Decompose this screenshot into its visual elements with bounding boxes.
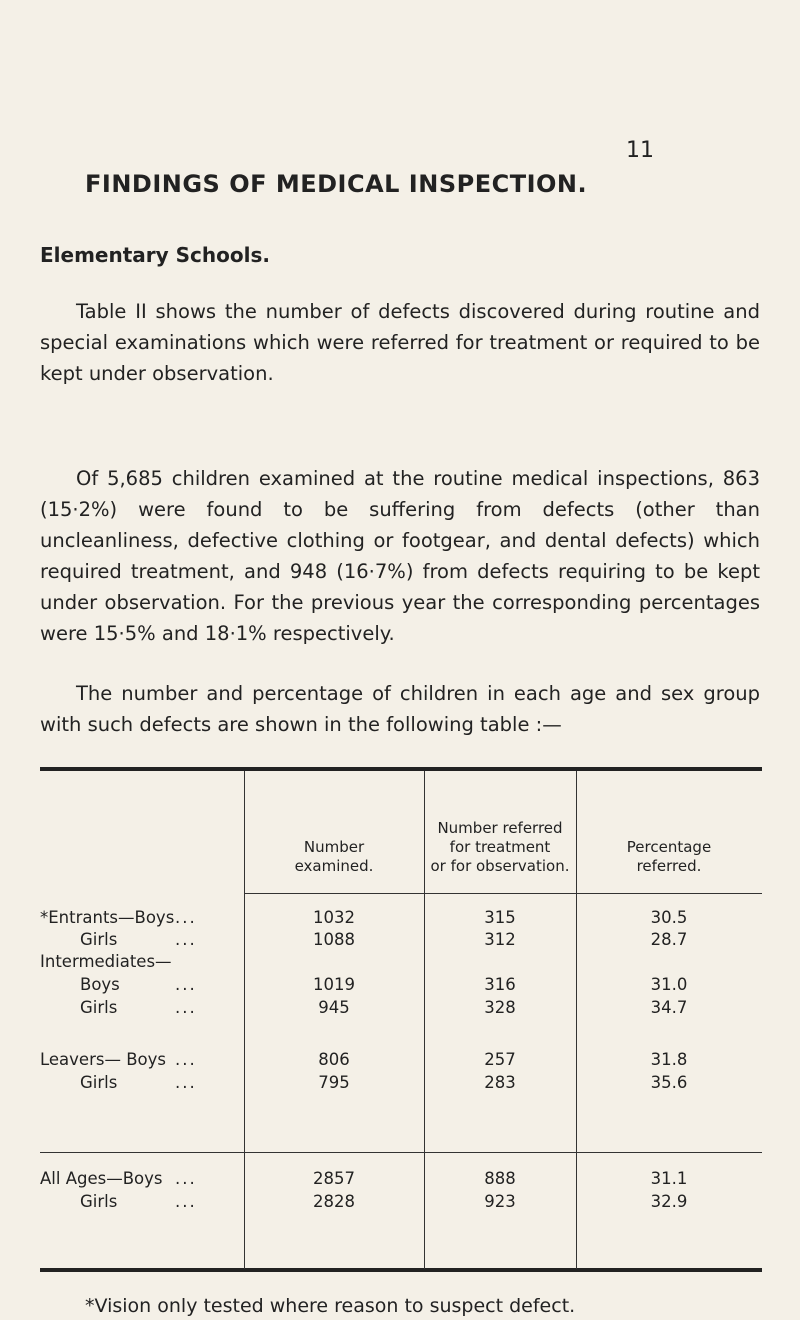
cell-examined: 1088 [313,930,355,949]
cell-referred: 312 [484,930,516,949]
cell-examined: 2828 [313,1192,355,1211]
cell-percentage: 31.8 [650,1050,688,1069]
page-heading: FINDINGS OF MEDICAL INSPECTION. [85,170,588,198]
header-percentage: Percentage referred. [626,838,712,875]
row-label: Girls [80,1073,118,1092]
row-label: Boys [80,975,120,994]
row-label: Girls [80,930,118,949]
cell-referred: 257 [484,1050,516,1069]
row-label: *Entrants—Boys [40,908,175,927]
paragraph-table-intro: The number and percentage of children in each age and sex group with such defects are shown in the following table :— [40,682,760,736]
cell-percentage: 32.9 [650,1192,688,1211]
cell-percentage: 30.5 [650,908,688,927]
cell-referred: 888 [484,1169,516,1188]
cell-percentage: 31.1 [650,1169,688,1188]
cell-referred: 315 [484,908,516,927]
row-label: Intermediates— [40,952,172,971]
leader-dots: ... [175,930,197,949]
table-top-rule [40,767,762,771]
paragraph-statistics: Of 5,685 children examined at the routine medical inspections, 863 (15·2%) were found to be suffering from defects (other than uncleanliness, defective clothing or footgear, and dental defects) which required treatment, and 948 (16·7%) from defects requiring to be kept under observation. For the previous year the corresponding percentages were 15·5% and 18·1% respectively. [40,467,760,645]
page-number: 11 [626,138,654,163]
defects-table [40,767,762,1275]
cell-examined: 1019 [313,975,355,994]
cell-examined: 806 [318,1050,350,1069]
cell-percentage: 34.7 [650,998,688,1017]
cell-percentage: 31.0 [650,975,688,994]
leader-dots: ... [175,975,197,994]
section-subheading: Elementary Schools. [40,243,270,267]
cell-examined: 945 [318,998,350,1017]
cell-examined: 795 [318,1073,350,1092]
row-label: Girls [80,1192,118,1211]
cell-examined: 2857 [313,1169,355,1188]
header-examined: Number examined. [294,838,374,875]
leader-dots: ... [175,908,197,927]
cell-referred: 328 [484,998,516,1017]
header-referred: Number referred for treatment or for observation. [430,819,570,875]
footnote: *Vision only tested where reason to suspect defect. [85,1295,576,1317]
leader-dots: ... [175,1073,197,1092]
cell-referred: 923 [484,1192,516,1211]
row-label: All Ages—Boys [40,1169,163,1188]
table-bottom-rule [40,1268,762,1272]
leader-dots: ... [175,1192,197,1211]
row-label: Girls [80,998,118,1017]
leader-dots: ... [175,998,197,1017]
cell-percentage: 35.6 [650,1073,688,1092]
cell-referred: 283 [484,1073,516,1092]
leader-dots: ... [175,1169,197,1188]
row-label: Leavers— Boys [40,1050,166,1069]
paragraph-intro: Table II shows the number of defects discovered during routine and special examinations which were referred for treatment or required to be kept under observation. [40,300,760,385]
cell-examined: 1032 [313,908,355,927]
totals-rule [40,1152,762,1153]
leader-dots: ... [175,1050,197,1069]
cell-referred: 316 [484,975,516,994]
cell-percentage: 28.7 [650,930,688,949]
header-rule [244,893,762,894]
